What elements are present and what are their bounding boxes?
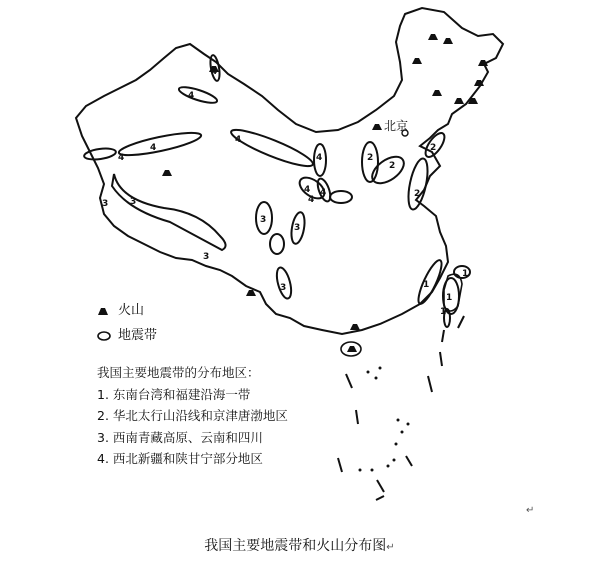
map-caption [0,535,599,555]
legend-belt [96,328,157,344]
seismic-belts [83,55,470,327]
belt-zone-4 [117,128,202,159]
svg-text:4: 4 [188,91,195,101]
svg-text:4: 4 [150,143,157,153]
legend-belt-label: 地震带 [118,328,158,343]
volcano-icon [478,60,488,66]
svg-text:3: 3 [203,252,210,262]
volcano-icon [443,38,453,44]
south-sea-dots [359,367,410,472]
notes-item: 3. 西南青藏高原、云南和四川 [97,429,263,445]
belt-zone-4 [177,84,218,106]
paragraph-mark-icon: ↵ [386,542,395,553]
belt-zone-1 [414,258,445,307]
belt-zone-3 [112,174,226,250]
svg-text:2: 2 [389,161,396,171]
china-outline [76,8,503,334]
volcano-icon [347,346,357,352]
zone-labels [102,67,468,317]
volcano-icon [454,98,464,104]
svg-text:2: 2 [367,153,374,163]
svg-text:1: 1 [446,293,453,303]
svg-text:2: 2 [430,143,437,153]
svg-text:3: 3 [130,197,137,207]
svg-text:4: 4 [118,153,125,163]
belt-zone-3 [270,234,284,254]
svg-text:3: 3 [294,223,301,233]
volcano-icon [162,170,172,176]
svg-text:2: 2 [414,189,421,199]
seismic-belt-icon [96,329,118,343]
seismic-zone-notes [97,362,288,470]
volcano-icon [96,304,118,318]
volcano-icon [350,324,360,330]
volcano-icon [372,124,382,130]
belt-zone-4 [228,124,316,172]
map-legend [96,303,236,347]
volcano-icon [412,58,422,64]
notes-item: 2. 华北太行山沿线和京津唐渤地区 [97,408,288,423]
svg-text:3: 3 [260,215,267,225]
volcano-icon [432,90,442,96]
volcano-icon [428,34,438,40]
volcano-icon [246,290,256,296]
notes-item: 4. 西北新疆和陕甘宁部分地区 [97,451,263,466]
svg-text:4: 4 [308,195,315,205]
notes-heading: 我国主要地震带的分布地区： [97,365,260,380]
legend-volcano-label: 火山 [118,303,145,318]
svg-text:4: 4 [320,188,327,198]
svg-text:4: 4 [316,153,323,163]
svg-text:3: 3 [102,199,109,209]
svg-text:4: 4 [304,185,311,195]
belt-zone-2 [368,151,409,188]
svg-text:1: 1 [462,269,469,279]
svg-text:1: 1 [440,307,447,317]
belt-zone-2 [330,191,352,203]
beijing-label: 北京 [384,119,409,133]
notes-item: 1. 东南台湾和福建沿海一带 [97,386,251,402]
svg-text:1: 1 [423,280,430,290]
svg-text:3: 3 [280,283,287,293]
paragraph-mark-icon: ↵ [526,505,535,516]
svg-text:4: 4 [235,135,242,145]
legend-volcano [96,303,144,319]
caption-text: 我国主要地震带和火山分布图 [204,538,387,554]
svg-text:4: 4 [211,67,218,77]
